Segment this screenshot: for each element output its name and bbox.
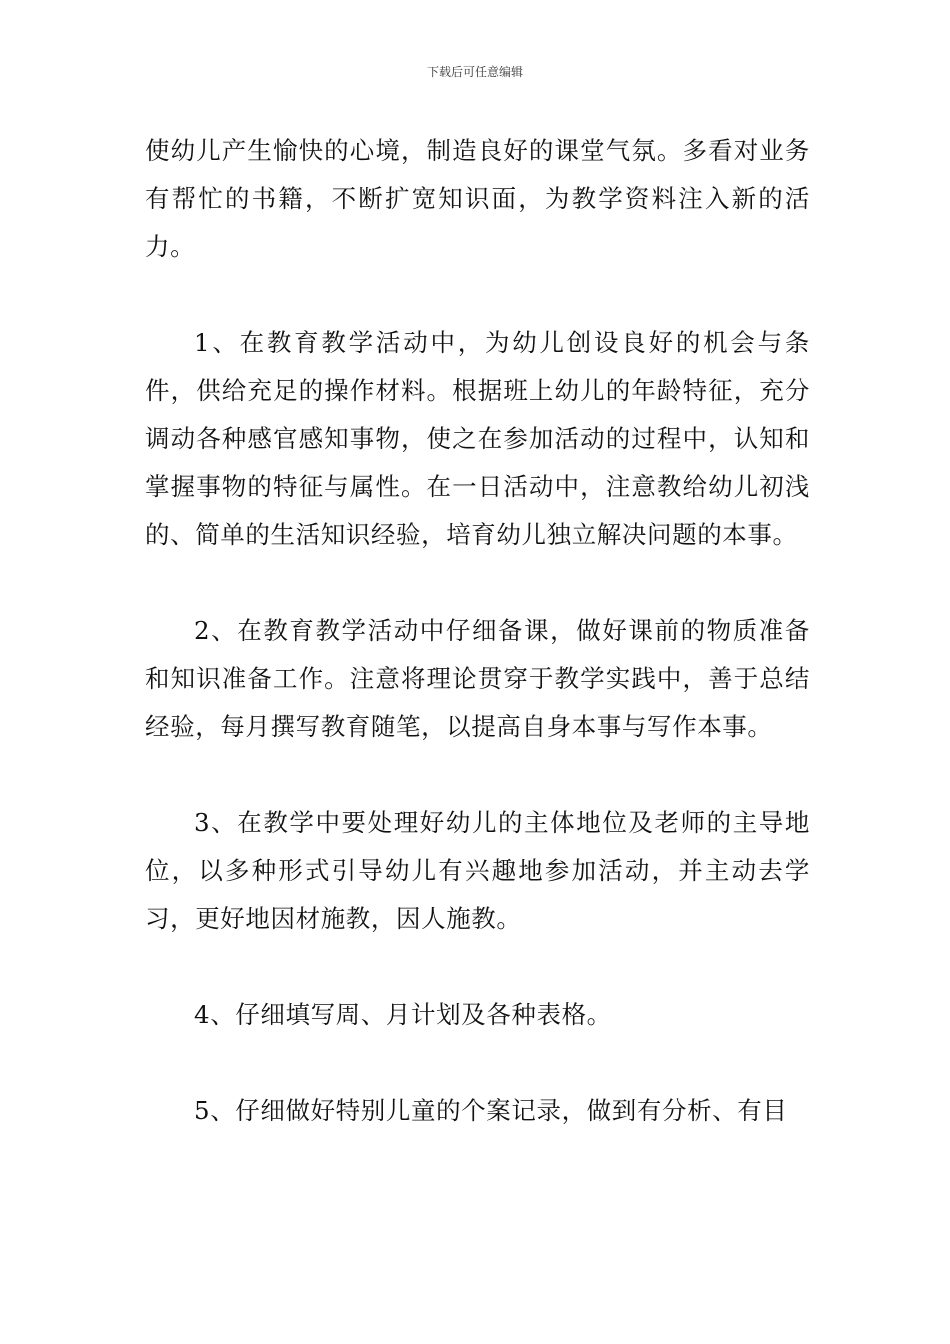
paragraph-continuation: 使幼儿产生愉快的心境，制造良好的课堂气氛。多看对业务有帮忙的书籍，不断扩宽知识面，为教学资料注入新的活力。 bbox=[145, 136, 810, 261]
document-body bbox=[145, 127, 810, 1135]
paragraph-item-5: 5、仔细做好特别儿童的个案记录，做到有分析、有目 bbox=[194, 1096, 788, 1125]
paragraph-item-4: 4、仔细填写周、月计划及各种表格。 bbox=[194, 1000, 612, 1029]
paragraph-gap bbox=[145, 943, 810, 991]
page-header: 下载后可任意编辑 bbox=[426, 65, 523, 79]
paragraph-gap bbox=[145, 271, 810, 319]
paragraph-item-3: 3、在教学中要处理好幼儿的主体地位及老师的主导地位，以多种形式引导幼儿有兴趣地参加活动，并主动去学习，更好地因材施教，因人施教。 bbox=[145, 808, 810, 933]
paragraph-item-2: 2、在教育教学活动中仔细备课，做好课前的物质准备和知识准备工作。注意将理论贯穿于教学实践中，善于总结经验，每月撰写教育随笔，以提高自身本事与写作本事。 bbox=[145, 616, 810, 741]
paragraph-gap bbox=[145, 751, 810, 799]
paragraph-gap bbox=[145, 1039, 810, 1087]
paragraph-gap bbox=[145, 559, 810, 607]
paragraph-item-1: 1、在教育教学活动中，为幼儿创设良好的机会与条件，供给充足的操作材料。根据班上幼儿的年龄特征，充分调动各种感官感知事物，使之在参加活动的过程中，认知和掌握事物的特征与属性。在一日活动中，注意教给幼儿初浅的、简单的生活知识经验，培育幼儿独立解决问题的本事。 bbox=[145, 328, 810, 549]
